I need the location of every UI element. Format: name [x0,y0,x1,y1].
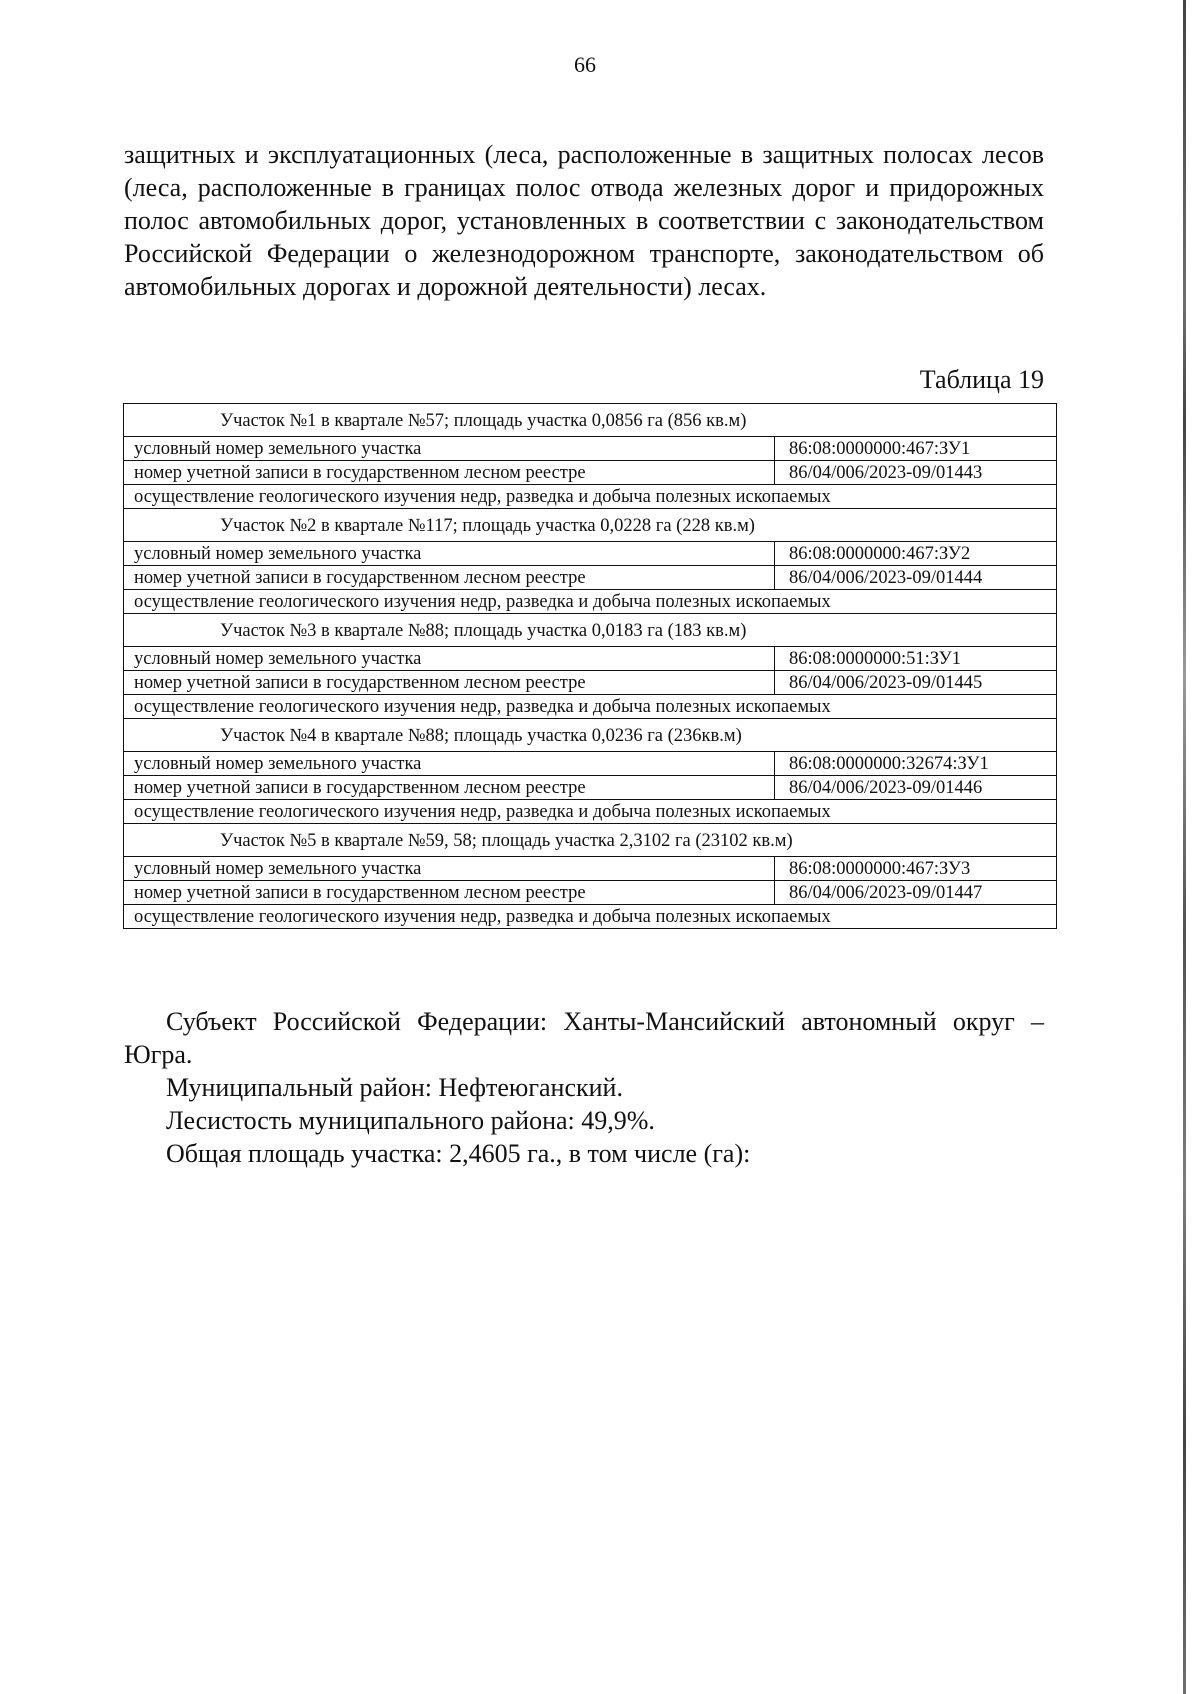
intro-paragraph: защитных и эксплуатационных (леса, расположенные в защитных полосах лесов (леса, расположенные в границах полос отвода железных дорог и придорожных полос автомобильных дорог, установленных в соответствии с законодательством Российской Федерации о железнодорожном транспорте, законодательством об автомобильных дорогах и дорожной деятельности) лесах. [124,140,1044,301]
table-row [124,485,1057,509]
plot-header-row [124,824,1057,857]
plot-header-row [124,404,1057,437]
subject-line: Субъект Российской Федерации: Ханты-Мансийский автономный округ – Югра. [124,1007,1044,1069]
row-value: 86/04/006/2023-09/01447 [775,881,1057,905]
table-row [124,590,1057,614]
table-row [124,671,1057,695]
plot-header: Участок №2 в квартале №117; площадь участка 0,0228 га (228 кв.м) [124,509,1057,542]
row-value: 86:08:0000000:51:ЗУ1 [775,647,1057,671]
plot-header-row [124,509,1057,542]
plot-purpose: осуществление геологического изучения недр, разведка и добыча полезных ископаемых [124,695,1057,719]
table-row [124,437,1057,461]
table-row [124,881,1057,905]
plot-header: Участок №3 в квартале №88; площадь участка 0,0183 га (183 кв.м) [124,614,1057,647]
table-row [124,542,1057,566]
row-label: условный номер земельного участка [124,542,775,566]
plot-purpose: осуществление геологического изучения недр, разведка и добыча полезных ископаемых [124,905,1057,929]
district-line: Муниципальный район: Нефтеюганский. [166,1073,623,1102]
table-row [124,905,1057,929]
plot-header-row [124,719,1057,752]
plot-header: Участок №4 в квартале №88; площадь участка 0,0236 га (236кв.м) [124,719,1057,752]
row-label: номер учетной записи в государственном лесном реестре [124,566,775,590]
table-row [124,695,1057,719]
total-area-line: Общая площадь участка: 2,4605 га., в том числе (га): [166,1139,751,1168]
row-value: 86/04/006/2023-09/01446 [775,776,1057,800]
plot-purpose: осуществление геологического изучения недр, разведка и добыча полезных ископаемых [124,800,1057,824]
scan-edge [1183,0,1186,1694]
row-label: номер учетной записи в государственном лесном реестре [124,461,775,485]
row-label: номер учетной записи в государственном лесном реестре [124,776,775,800]
table-row [124,857,1057,881]
table-row [124,776,1057,800]
plot-header: Участок №1 в квартале №57; площадь участка 0,0856 га (856 кв.м) [124,404,1057,437]
row-value: 86/04/006/2023-09/01444 [775,566,1057,590]
table-caption: Таблица 19 [919,365,1044,394]
plots-table [123,403,1057,929]
after-table-section [124,1005,1044,1170]
row-label: условный номер земельного участка [124,647,775,671]
row-label: номер учетной записи в государственном лесном реестре [124,671,775,695]
row-value: 86:08:0000000:467:ЗУ2 [775,542,1057,566]
plot-header-row [124,614,1057,647]
plot-header: Участок №5 в квартале №59, 58; площадь участка 2,3102 га (23102 кв.м) [124,824,1057,857]
plot-purpose: осуществление геологического изучения недр, разведка и добыча полезных ископаемых [124,485,1057,509]
row-label: условный номер земельного участка [124,752,775,776]
table-row [124,566,1057,590]
row-label: условный номер земельного участка [124,857,775,881]
row-value: 86:08:0000000:467:ЗУ1 [775,437,1057,461]
row-value: 86/04/006/2023-09/01443 [775,461,1057,485]
row-label: номер учетной записи в государственном лесном реестре [124,881,775,905]
table-row [124,647,1057,671]
row-label: условный номер земельного участка [124,437,775,461]
row-value: 86:08:0000000:467:ЗУ3 [775,857,1057,881]
plot-purpose: осуществление геологического изучения недр, разведка и добыча полезных ископаемых [124,590,1057,614]
page-number: 66 [574,52,596,77]
table-row [124,800,1057,824]
row-value: 86:08:0000000:32674:ЗУ1 [775,752,1057,776]
row-value: 86/04/006/2023-09/01445 [775,671,1057,695]
table-row [124,461,1057,485]
table-row [124,752,1057,776]
forest-cover-line: Лесистость муниципального района: 49,9%. [166,1106,655,1135]
